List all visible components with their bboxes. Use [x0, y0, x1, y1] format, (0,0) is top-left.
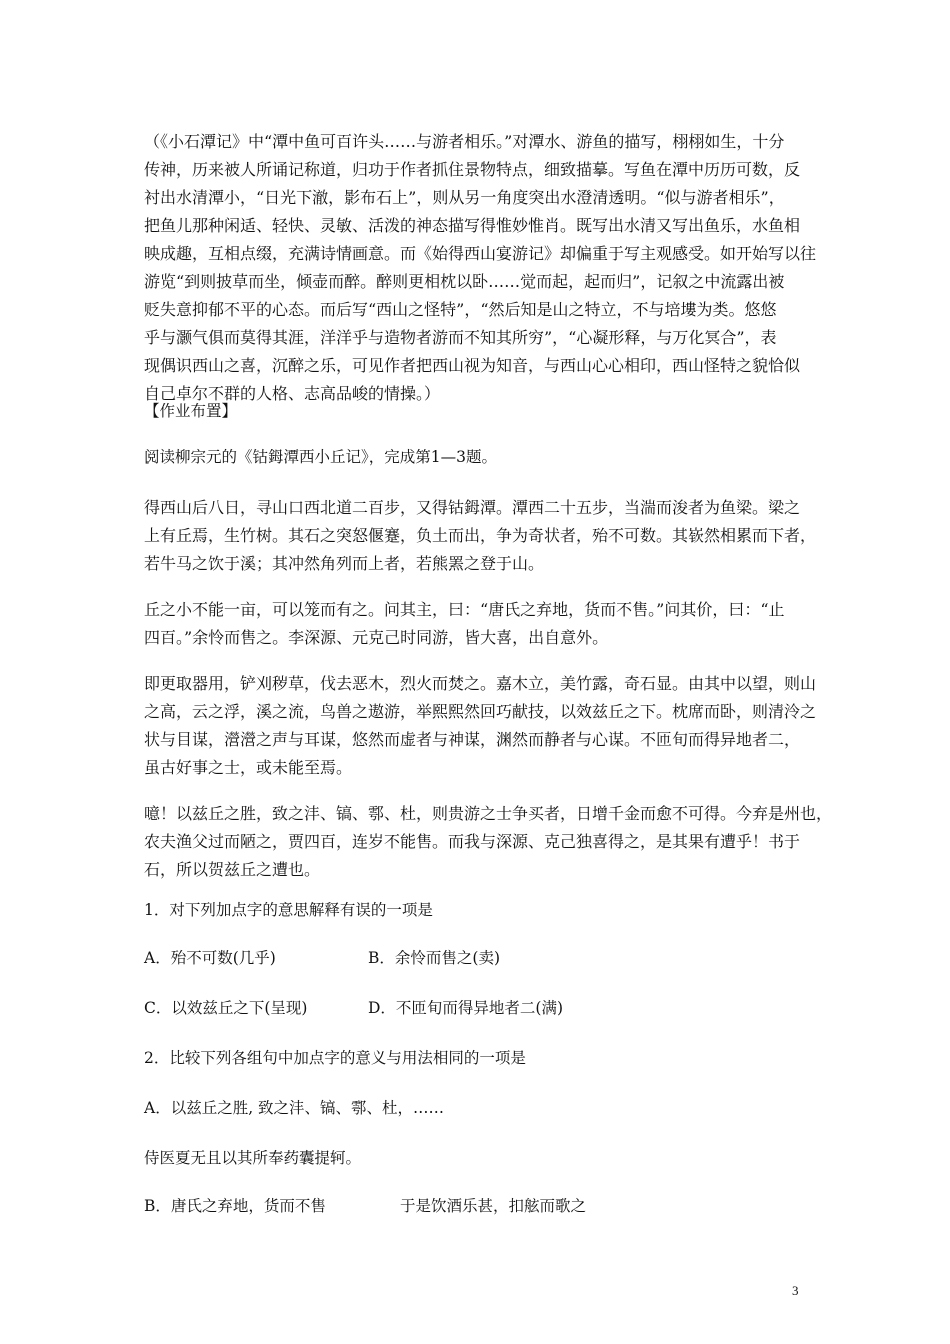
passage-paragraph-3 [144, 670, 817, 782]
question-1-option-c: C．以效兹丘之下(呈现) [144, 999, 308, 1017]
question-2-option-a-line2: 侍医夏无且以其所奉药囊提轲。 [144, 1149, 362, 1167]
question-1-option-a: A．殆不可数(几乎) [144, 949, 276, 967]
passage-line: 得西山后八日，寻山口西北道二百步，又得钴鉧潭。潭西二十五步，当湍而浚者为鱼梁。梁之 [144, 498, 801, 517]
question-1-option-b: B．余怜而售之(卖) [368, 949, 500, 967]
commentary-line: （《小石潭记》中“潭中鱼可百许头……与游者相乐。”对潭水、游鱼的描写，栩栩如生，十分 [144, 132, 785, 151]
passage-line: 农夫渔父过而陋之，贾四百，连岁不能售。而我与深源、克己独喜得之，是其果有遭乎！书于 [144, 832, 801, 851]
commentary-line: 乎与灏气俱而莫得其涯，洋洋乎与造物者游而不知其所穷”，“心凝形释，与万化冥合”，表 [144, 328, 777, 347]
passage-line: 若牛马之饮于溪；其冲然角列而上者，若熊罴之登于山。 [144, 554, 545, 573]
commentary-line: 衬出水清潭小，“日光下澈，影布石上”，则从另一角度突出水澄清透明。“似与游者相乐”， [144, 188, 785, 207]
passage-paragraph-4 [144, 800, 833, 884]
homework-heading: 【作业布置】 [144, 402, 238, 420]
question-2-option-b-right: 于是饮酒乐甚，扣舷而歌之 [400, 1197, 587, 1215]
passage-line: 虽古好事之士，或未能至焉。 [144, 758, 353, 777]
question-1-option-d: D．不匝旬而得异地者二(满) [368, 999, 564, 1017]
commentary-line: 游览“到则披草而坐，倾壶而醉。醉则更相枕以卧……觉而起，起而归”，记叙之中流露出被 [144, 272, 785, 291]
passage-line: 即更取器用，铲刈秽草，伐去恶木，烈火而焚之。嘉木立，美竹露，奇石显。由其中以望，则山 [144, 674, 817, 693]
passage-line: 四百。”余怜而售之。李深源、元克己时同游，皆大喜，出自意外。 [144, 628, 609, 647]
commentary-line: 贬失意抑郁不平的心态。而后写“西山之怪特”，“然后知是山之特立，不与培塿为类。悠悠 [144, 300, 777, 319]
passage-line: 石，所以贺兹丘之遭也。 [144, 860, 321, 879]
question-2-option-a-line1: A．以兹丘之胜, 致之沣、镐、鄠、杜，…… [144, 1099, 445, 1117]
passage-line: 状与目谋，瀯瀯之声与耳谋，悠然而虚者与神谋，渊然而静者与心谋。不匝旬而得异地者二， [144, 730, 801, 749]
commentary-line: 传神，历来被人所诵记称道，归功于作者抓住景物特点，细致描摹。写鱼在潭中历历可数，反 [144, 160, 801, 179]
question-2-stem: 2．比较下列各组句中加点字的意义与用法相同的一项是 [144, 1049, 526, 1067]
passage-paragraph-1 [144, 494, 817, 578]
reading-instruction: 阅读柳宗元的《钴鉧潭西小丘记》，完成第1—3题。 [144, 448, 497, 466]
commentary-line: 自己卓尔不群的人格、志高品峻的情操。） [144, 384, 441, 403]
question-2-option-b-left: B．唐氏之弃地，货而不售 [144, 1197, 326, 1215]
passage-line: 丘之小不能一亩，可以笼而有之。问其主，曰：“唐氏之弃地，货而不售。”问其价，曰：“止 [144, 600, 785, 619]
commentary-line: 把鱼儿那种闲适、轻快、灵敏、活泼的神态描写得惟妙惟肖。既写出水清又写出鱼乐，水鱼相 [144, 216, 801, 235]
passage-line: 上有丘焉，生竹树。其石之突怒偃蹇，负土而出，争为奇状者，殆不可数。其嵚然相累而下者， [144, 526, 817, 545]
question-1-stem: 1．对下列加点字的意思解释有误的一项是 [144, 901, 433, 919]
commentary-line: 映成趣，互相点缀，充满诗情画意。而《始得西山宴游记》却偏重于写主观感受。如开始写以往 [144, 244, 817, 263]
passage-line: 之高，云之浮，溪之流，鸟兽之遨游，举熙熙然回巧献技，以效兹丘之下。枕席而卧，则清泠之 [144, 702, 817, 721]
page-number: 3 [792, 1283, 799, 1298]
passage-paragraph-2 [144, 596, 809, 652]
commentary-line: 现偶识西山之喜，沉醉之乐，可见作者把西山视为知音，与西山心心相印，西山怪特之貌恰似 [144, 356, 801, 375]
commentary-paragraph [144, 128, 817, 408]
passage-line: 噫！以兹丘之胜，致之沣、镐、鄠、杜，则贵游之士争买者，日增千金而愈不可得。今弃是州也， [144, 804, 833, 823]
